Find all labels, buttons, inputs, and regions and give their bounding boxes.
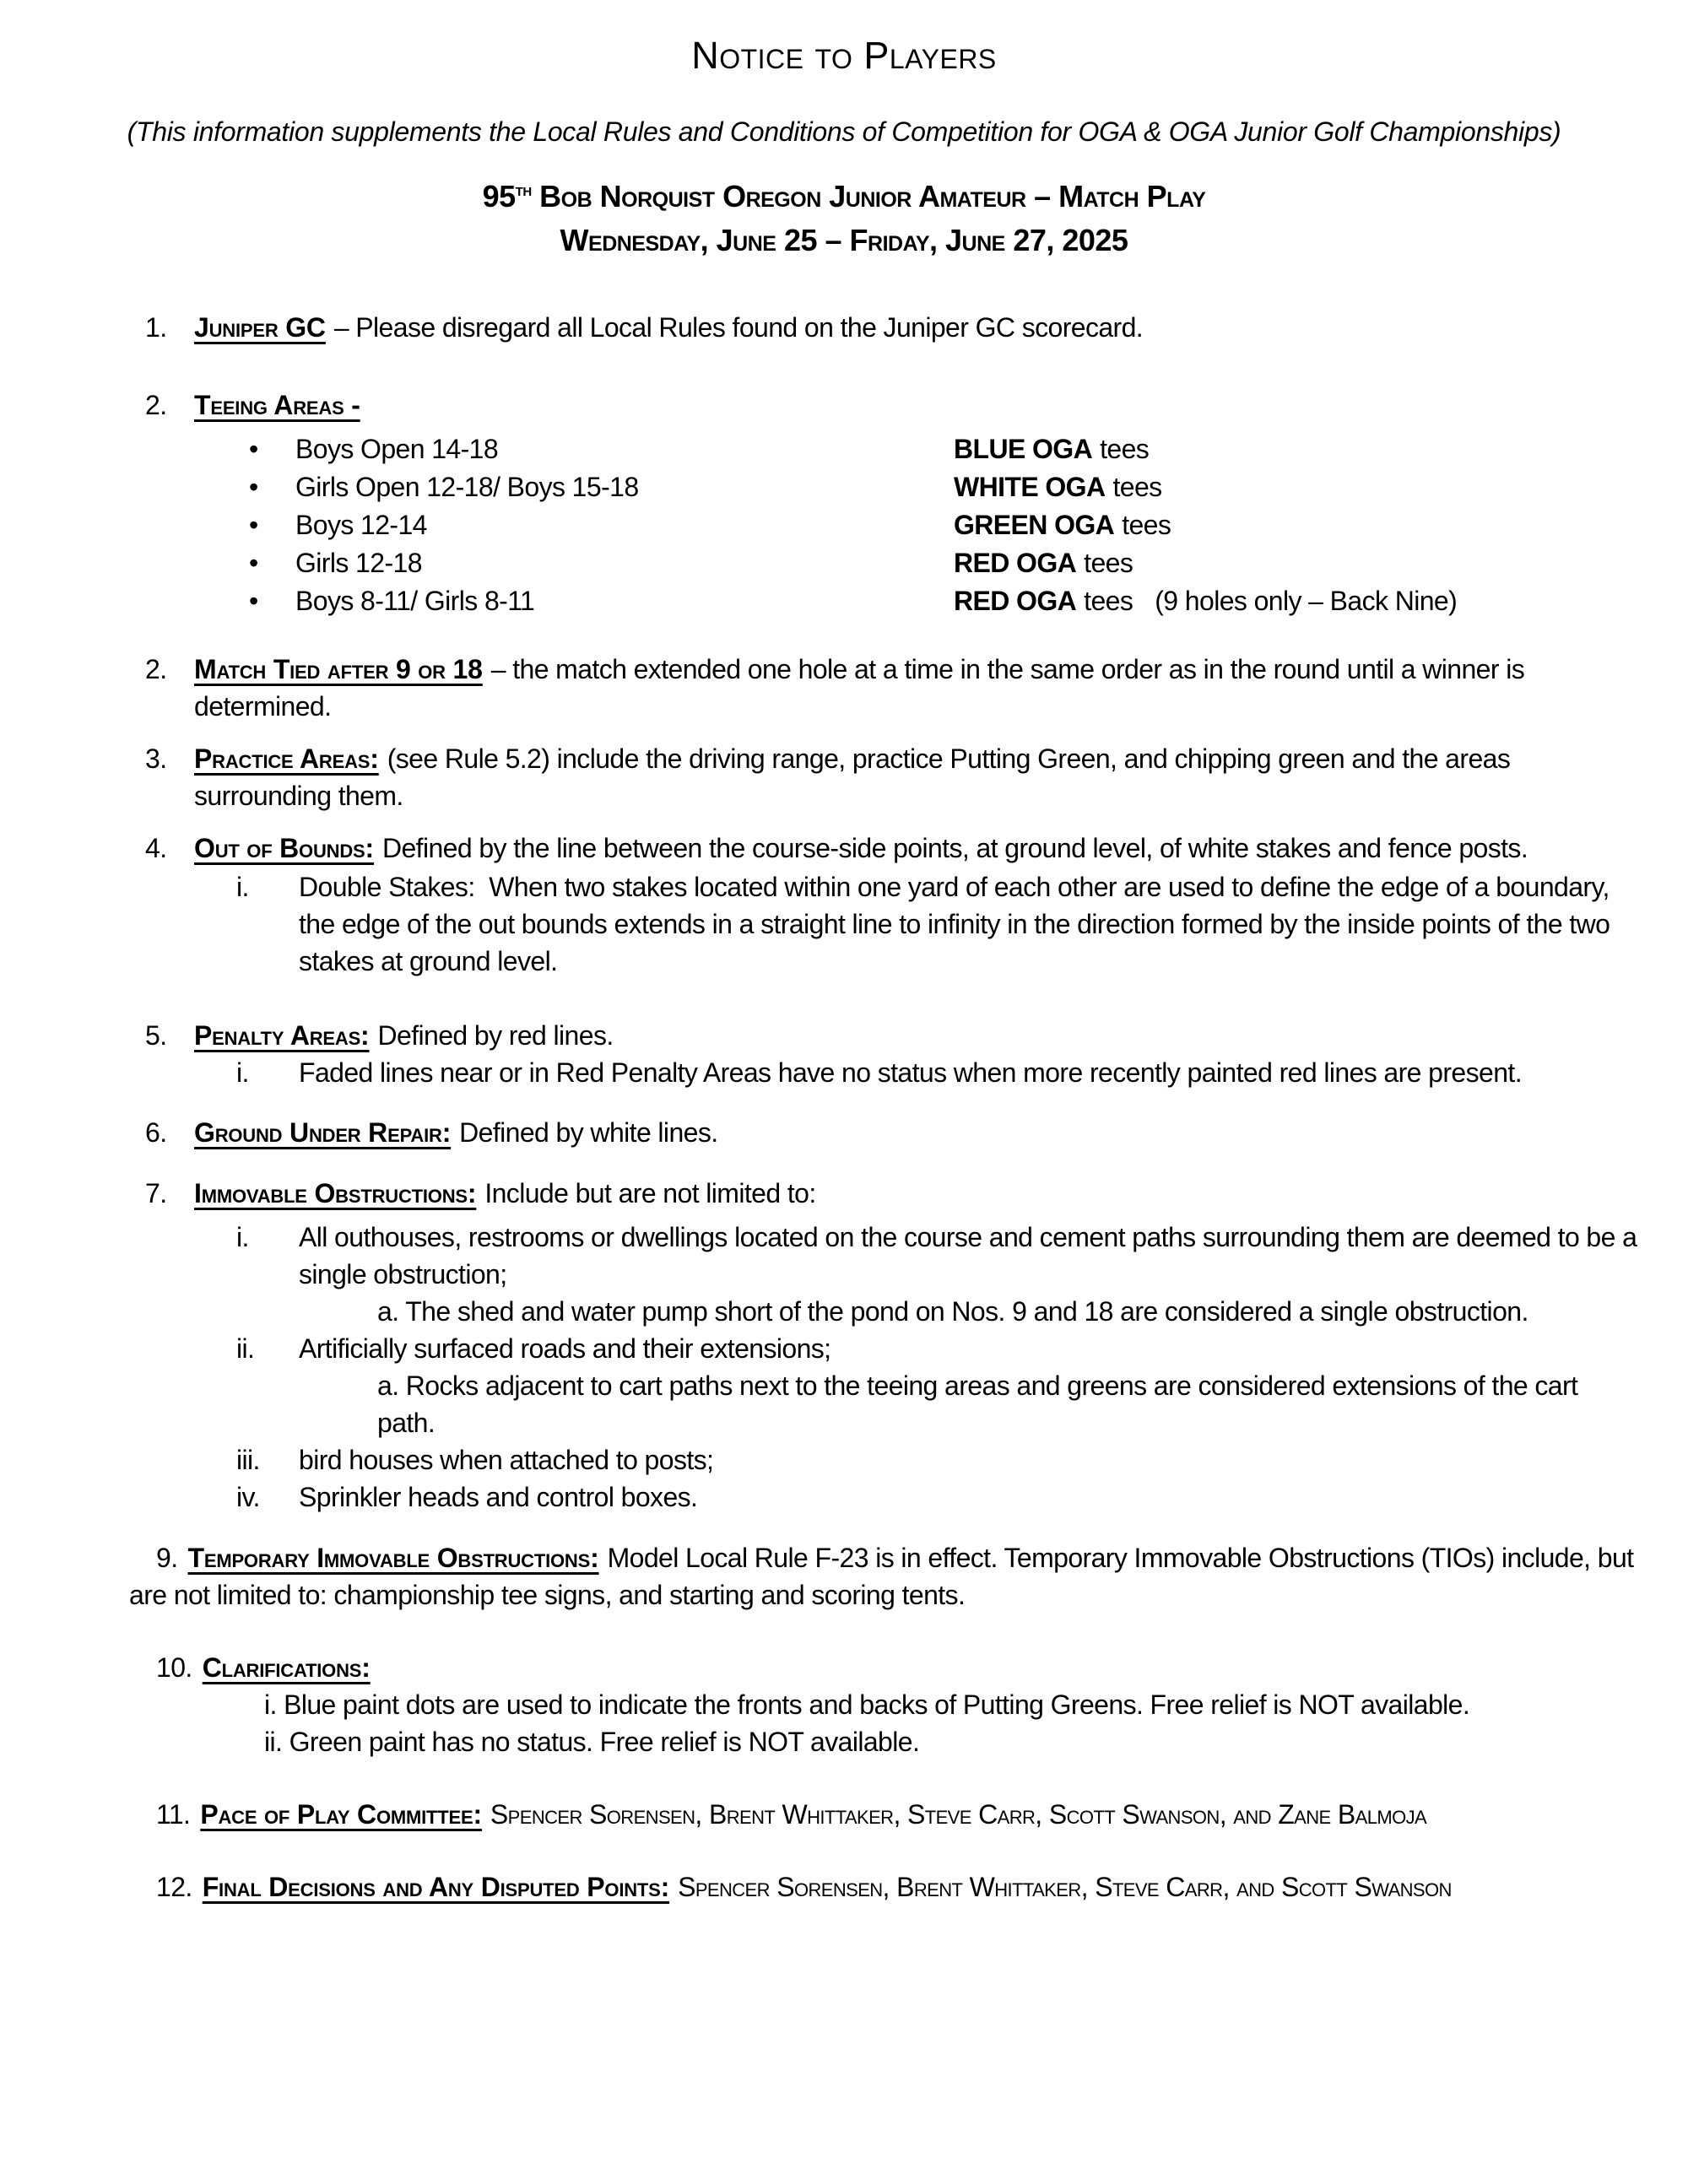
event-dates: Wednesday, June 25 – Friday, June 27, 2025 [560, 223, 1128, 257]
sub-item-text-wrap [299, 1330, 1637, 1441]
sub-item-text-wrap [299, 1219, 1637, 1330]
item-heading: Ground Under Repair: [194, 1117, 452, 1148]
item-content [194, 309, 1637, 346]
event-title-number: 95 [482, 179, 516, 214]
item-heading: Immovable Obstructions: [194, 1178, 477, 1208]
clarifications-sub-list [145, 1686, 1637, 1760]
item-heading: Juniper GC [194, 312, 326, 343]
sub-item-text: All outhouses, restrooms or dwellings located on the course and cement paths surrounding them are deemed to be a single obstruction; [299, 1222, 1637, 1289]
list-item-temporary-immovable-obstructions [129, 1539, 1637, 1614]
item-heading: Penalty Areas: [194, 1020, 370, 1051]
tee-color: GREEN OGA [954, 510, 1115, 540]
sub-item-double-stakes [194, 868, 1637, 980]
bullet-icon: • [249, 586, 258, 616]
event-title [0, 176, 1688, 218]
item-body: Defined by the line between the course-side points, at ground level, of white stakes and fence posts. [381, 833, 1528, 863]
item-content [194, 740, 1637, 814]
item-number: 2. [145, 390, 167, 420]
list-item-pace-of-play-committee [129, 1796, 1637, 1833]
event-title-ordinal: th [515, 181, 532, 200]
list-item-penalty-areas [145, 1017, 1637, 1091]
bullet-icon: • [249, 548, 258, 578]
event-title-text: Bob Norquist Oregon Junior Amateur – Match Play [531, 179, 1206, 214]
sub-item-text: bird houses when attached to posts; [299, 1445, 714, 1475]
item-number: 12. [156, 1872, 192, 1902]
sub-item-number: i. [236, 872, 249, 902]
doc-subtitle: (This information supplements the Local Rules and Conditions of Competition for OGA & OGA Junior Golf Championships) [127, 116, 1561, 147]
item-content [194, 1017, 1637, 1091]
item-content [194, 830, 1637, 980]
sub-item-number: iv. [236, 1482, 260, 1512]
list-item-immovable-obstructions [145, 1175, 1637, 1516]
sub-item-number: i. [236, 1057, 249, 1088]
notice-list [0, 309, 1688, 1906]
item-body: – Please disregard all Local Rules found on the Juniper GC scorecard. [333, 312, 1144, 343]
item-number: 6. [145, 1117, 167, 1148]
clarification-item: i. Blue paint dots are used to indicate the fronts and backs of Putting Greens. Free relief is NOT available. [264, 1689, 1470, 1720]
item-number: 2. [145, 654, 167, 684]
list-item-out-of-bounds [145, 830, 1637, 980]
tee-color: RED OGA [954, 586, 1077, 616]
division-label: Girls 12-18 [295, 548, 422, 578]
item-number: 9. [156, 1543, 178, 1573]
item-heading: Final Decisions and Any Disputed Points: [202, 1872, 670, 1902]
division-label: Boys 8-11/ Girls 8-11 [295, 586, 535, 616]
tee-word: tees [1084, 548, 1133, 578]
item-content [194, 1175, 1637, 1516]
item-heading: Pace of Play Committee: [200, 1799, 482, 1830]
sub-item-number: ii. [236, 1333, 255, 1364]
tee-note: (9 holes only – Back Nine) [1155, 586, 1458, 616]
nested-item-text: a. Rocks adjacent to cart paths next to the teeing areas and greens are considered extensions of the cart path. [377, 1370, 1578, 1438]
nested-item-text: a. The shed and water pump short of the pond on Nos. 9 and 18 are considered a single obstruction. [377, 1296, 1528, 1327]
item-number: 11. [156, 1799, 191, 1830]
item-body: Model Local Rule F-23 is in effect. Temporary Immovable Obstructions (TIOs) include, but are not limited to: championship tee signs, and starting and scoring tents. [129, 1543, 1634, 1610]
sub-item-text: Sprinkler heads and control boxes. [299, 1482, 698, 1512]
doc-title: Notice to Players [691, 34, 997, 77]
tee-assignment-row [145, 506, 1637, 544]
division-label: Girls Open 12-18/ Boys 15-18 [295, 472, 639, 502]
item-body: Defined by red lines. [377, 1020, 614, 1051]
committee-names: Spencer Sorensen, Brent Whittaker, Steve Carr, Scott Swanson, and Zane Balmoja [490, 1799, 1427, 1830]
tee-color: WHITE OGA [954, 472, 1106, 502]
sub-item-text: Faded lines near or in Red Penalty Areas have no status when more recently painted red lines are present. [299, 1057, 1522, 1088]
bullet-icon: • [249, 434, 258, 464]
sub-item-bird-houses [194, 1441, 1637, 1479]
sub-item-text: Artificially surfaced roads and their extensions; [299, 1333, 831, 1364]
item-number: 4. [145, 833, 167, 863]
item-number: 5. [145, 1020, 167, 1051]
sub-item-text: Double Stakes: When two stakes located within one yard of each other are used to define the edge of a boundary, the edge of the out bounds extends in a straight line to infinity in the direction formed by the inside points of the two stakes at ground level. [299, 872, 1610, 976]
item-heading: Clarifications: [202, 1652, 371, 1683]
tee-color: BLUE OGA [954, 434, 1093, 464]
tee-assignment-row [145, 582, 1637, 620]
sub-item-roads [194, 1330, 1637, 1441]
list-item-ground-under-repair [145, 1114, 1637, 1151]
item-heading: Out of Bounds: [194, 833, 374, 863]
clarification-item: ii. Green paint has no status. Free relief is NOT available. [264, 1727, 920, 1757]
item-body: Defined by white lines. [459, 1117, 718, 1148]
list-item-juniper-gc [145, 309, 1637, 346]
item-body: – the match extended one hole at a time in the same order as in the round until a winner is determined. [194, 654, 1525, 722]
sub-item-sprinkler-heads [194, 1479, 1637, 1516]
sub-item-number: iii. [236, 1445, 260, 1475]
item-heading: Practice Areas: [194, 743, 379, 774]
sub-item-outhouses [194, 1219, 1637, 1330]
sub-item-number: i. [236, 1222, 249, 1252]
item-body: Include but are not limited to: [484, 1178, 816, 1208]
list-item-practice-areas [145, 740, 1637, 814]
tee-assignment-row [145, 468, 1637, 506]
division-label: Boys 12-14 [295, 510, 427, 540]
item-content [194, 651, 1637, 725]
sub-item-faded-lines [194, 1054, 1637, 1091]
tee-color: RED OGA [954, 548, 1077, 578]
item-heading: Temporary Immovable Obstructions: [187, 1543, 599, 1573]
bullet-icon: • [249, 510, 258, 540]
division-label: Boys Open 14-18 [295, 434, 499, 464]
tee-word: tees [1084, 586, 1133, 616]
tee-assignment-row [145, 430, 1637, 468]
item-content [194, 1114, 1637, 1151]
item-heading: Match Tied after 9 or 18 [194, 654, 483, 684]
bullet-icon: • [249, 472, 258, 502]
tee-assignment-row [145, 544, 1637, 582]
item-heading: Teeing Areas - [194, 390, 360, 420]
item-number: 7. [145, 1178, 167, 1208]
committee-names: Spencer Sorensen, Brent Whittaker, Steve Carr, and Scott Swanson [678, 1872, 1452, 1902]
item-number: 10. [156, 1652, 192, 1683]
tee-word: tees [1100, 434, 1150, 464]
item-number: 3. [145, 743, 167, 774]
list-item-final-decisions [129, 1868, 1637, 1906]
tee-word: tees [1112, 472, 1162, 502]
item-number: 1. [145, 312, 167, 343]
list-item-teeing-areas [145, 387, 1637, 424]
document-header [0, 32, 1688, 262]
list-item-clarifications [129, 1649, 1637, 1686]
tee-assignment-list [145, 430, 1637, 620]
item-content [194, 387, 1637, 424]
list-item-match-tied [145, 651, 1637, 725]
item-body: (see Rule 5.2) include the driving range, practice Putting Green, and chipping green and the areas surrounding them. [194, 743, 1511, 811]
tee-word: tees [1122, 510, 1171, 540]
